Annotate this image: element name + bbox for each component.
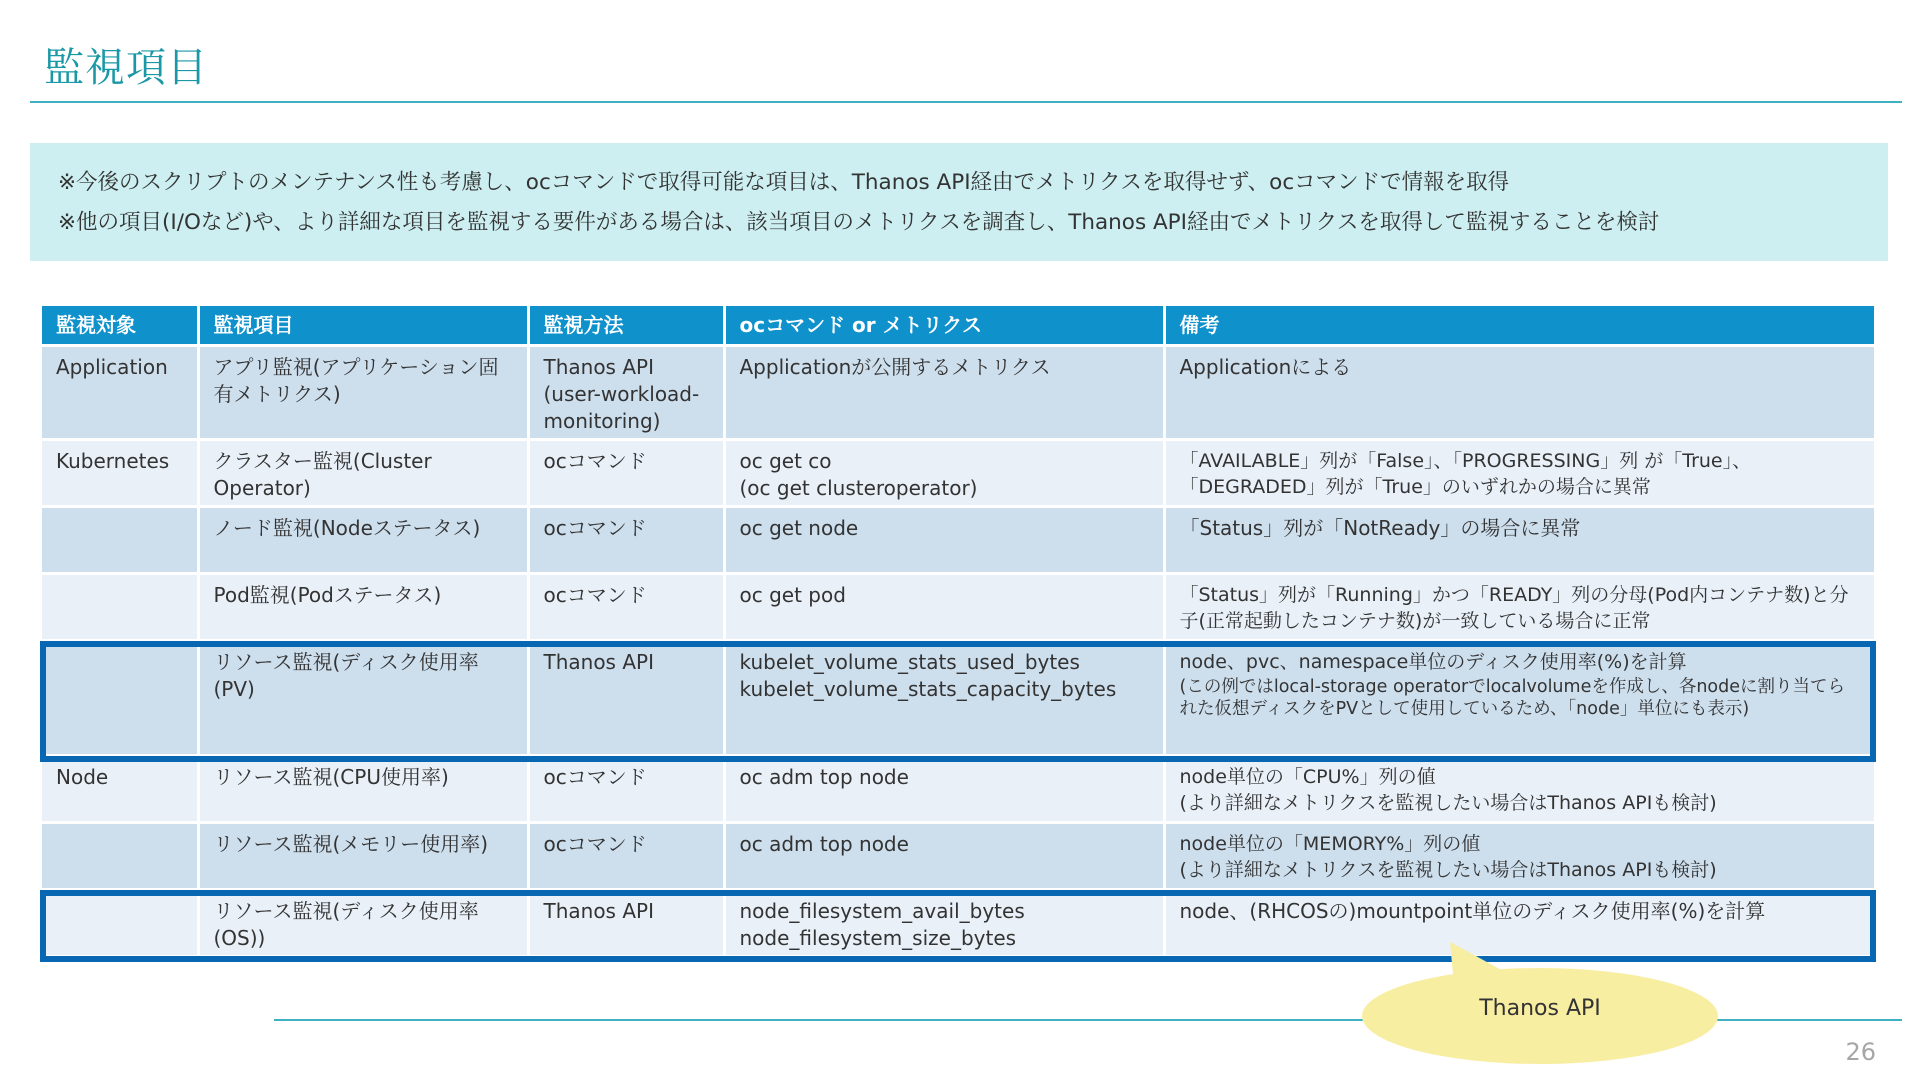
- cell-metric: [724, 507, 1164, 574]
- cell-metric: [724, 756, 1164, 823]
- remark-line: node単位の「MEMORY%」列の値: [1179, 833, 1481, 855]
- cell-item: アプリ監視(アプリケーション固有メトリクス): [198, 346, 528, 440]
- cell-method: ocコマンド: [528, 574, 724, 641]
- cell-item: リソース監視(メモリー使用率): [198, 823, 528, 890]
- metric-line: node_filesystem_size_bytes: [739, 926, 1017, 950]
- table-row: [42, 346, 1874, 440]
- metric-line: oc adm top node: [739, 765, 909, 789]
- cell-item: ノード監視(Nodeステータス): [198, 507, 528, 574]
- cell-target: Application: [42, 346, 198, 440]
- cell-remark: [1164, 346, 1874, 440]
- table-row: [42, 823, 1874, 890]
- highlight-pv-row: [40, 641, 1876, 762]
- remark-line: 「Status」列が「Running」かつ「READY」列の分母(Pod内コンテナ数)と分子(正常起動したコンテナ数)が一致している場合に正常: [1179, 584, 1849, 632]
- header-remark: 備考: [1164, 306, 1874, 346]
- remark-line: (より詳細なメトリクスを監視したい場合はThanos APIも検討): [1179, 859, 1717, 881]
- header-item: 監視項目: [198, 306, 528, 346]
- remark-line: (より詳細なメトリクスを監視したい場合はThanos APIも検討): [1179, 792, 1717, 814]
- remark-line: Applicationによる: [1179, 355, 1352, 379]
- table-row: [42, 507, 1874, 574]
- cell-item: リソース監視(ディスク使用率(PV): [198, 641, 528, 756]
- cell-target: [42, 574, 198, 641]
- table-row: [42, 756, 1874, 823]
- page-title: 監視項目: [44, 45, 208, 91]
- cell-target: [42, 507, 198, 574]
- table-row: [42, 574, 1874, 641]
- cell-method: Thanos API: [528, 641, 724, 756]
- remark-line: 「DEGRADED」列が「True」のいずれかの場合に異常: [1179, 476, 1651, 498]
- metric-line: Applicationが公開するメトリクス: [739, 355, 1051, 379]
- metric-line: kubelet_volume_stats_used_bytes: [739, 650, 1080, 674]
- callout-label: Thanos API: [1479, 996, 1601, 1021]
- remark-line: 「Status」列が「NotReady」の場合に異常: [1179, 516, 1581, 540]
- cell-method: Thanos API (user-workload-monitoring): [528, 346, 724, 440]
- cell-item: Pod監視(Podステータス): [198, 574, 528, 641]
- cell-target: [42, 823, 198, 890]
- metric-line: kubelet_volume_stats_capacity_bytes: [739, 677, 1117, 701]
- cell-metric: [724, 823, 1164, 890]
- cell-item: リソース監視(CPU使用率): [198, 756, 528, 823]
- remark-line: 「AVAILABLE」列が「False」、「PROGRESSING」列 が「True」、: [1179, 450, 1752, 472]
- cell-method: Thanos API: [528, 890, 724, 957]
- remark-line: node単位の「CPU%」列の値: [1179, 766, 1436, 788]
- cell-target: Node: [42, 756, 198, 823]
- metric-line: oc get node: [739, 516, 859, 540]
- metric-line: oc get pod: [739, 583, 846, 607]
- monitoring-table: [42, 306, 1874, 958]
- cell-method: ocコマンド: [528, 756, 724, 823]
- cell-remark: [1164, 756, 1874, 823]
- cell-remark: [1164, 574, 1874, 641]
- header-target: 監視対象: [42, 306, 198, 346]
- header-metric: ocコマンド or メトリクス: [724, 306, 1164, 346]
- remark-line: node、(RHCOSの)mountpoint単位のディスク使用率(%)を計算: [1179, 899, 1766, 923]
- header-method: 監視方法: [528, 306, 724, 346]
- cell-target: Kubernetes: [42, 440, 198, 507]
- table-row: [42, 440, 1874, 507]
- cell-method: ocコマンド: [528, 823, 724, 890]
- cell-item: クラスター監視(Cluster Operator): [198, 440, 528, 507]
- cell-item: リソース監視(ディスク使用率(OS)): [198, 890, 528, 957]
- cell-method: ocコマンド: [528, 440, 724, 507]
- metric-line: oc adm top node: [739, 832, 909, 856]
- note-line: ※今後のスクリプトのメンテナンス性も考慮し、ocコマンドで取得可能な項目は、Thanos API経由でメトリクスを取得せず、ocコマンドで情報を取得: [58, 170, 1510, 195]
- remark-note: (この例ではlocal-storage operatorでlocalvolumeを作成し、各nodeに割り当てられた仮想ディスクをPVとして使用しているため、「node」単位にも表示): [1179, 677, 1846, 719]
- page-number: 26: [1845, 1038, 1876, 1066]
- metric-line: (oc get clusteroperator): [739, 476, 978, 500]
- cell-remark: [1164, 507, 1874, 574]
- cell-remark: [1164, 440, 1874, 507]
- metric-line: oc get co: [739, 449, 832, 473]
- cell-remark: [1164, 823, 1874, 890]
- cell-metric: [724, 440, 1164, 507]
- note-line: ※他の項目(I/Oなど)や、より詳細な項目を監視する要件がある場合は、該当項目のメトリクスを調査し、Thanos API経由でメトリクスを取得して監視することを検討: [58, 210, 1660, 235]
- metric-line: node_filesystem_avail_bytes: [739, 899, 1025, 923]
- title-divider: [30, 101, 1902, 103]
- cell-method: ocコマンド: [528, 507, 724, 574]
- note-box: [30, 143, 1888, 261]
- remark-line: node、pvc、namespace単位のディスク使用率(%)を計算: [1179, 651, 1687, 673]
- cell-metric: [724, 346, 1164, 440]
- cell-metric: [724, 574, 1164, 641]
- table-header-row: [42, 306, 1874, 346]
